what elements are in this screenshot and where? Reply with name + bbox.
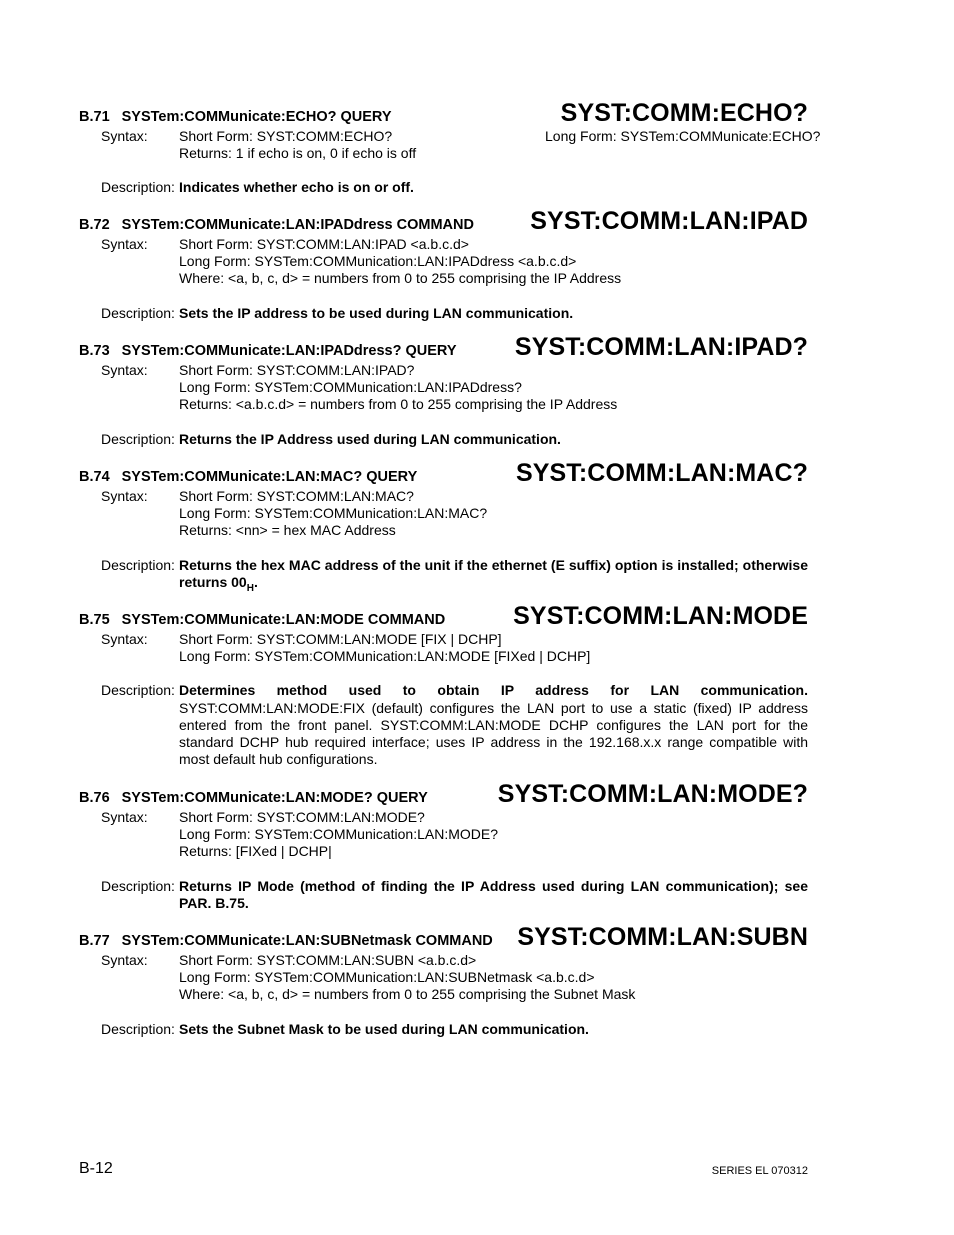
returns-line: Returns: [FIXed | DCHP| <box>179 843 332 860</box>
section-b71 <box>79 98 821 197</box>
syntax-label: Syntax: <box>101 488 148 504</box>
syntax-label: Syntax: <box>101 128 148 144</box>
section-heading <box>79 779 808 809</box>
syntax-block <box>79 362 808 414</box>
where-line: Where: <a, b, c, d> = numbers from 0 to 255 comprising the Subnet Mask <box>179 986 636 1003</box>
long-form: Long Form: SYSTem:COMMunication:LAN:IPADdress? <box>179 379 522 396</box>
section-title: SYSTem:COMMunicate:LAN:MAC? QUERY <box>121 469 418 485</box>
short-form: Short Form: SYST:COMM:LAN:MODE [FIX | DCHP] <box>179 631 502 647</box>
description-label: Description: <box>101 304 175 321</box>
description-text: Returns IP Mode (method of finding the IP Address used during LAN communication); see PAR. B.75. <box>179 877 808 911</box>
command-mnemonic: SYST:COMM:ECHO? <box>560 99 808 127</box>
description-text: Indicates whether echo is on or off. <box>179 179 414 196</box>
section-number: B.72 <box>79 217 110 233</box>
where-line: Where: <a, b, c, d> = numbers from 0 to 255 comprising the IP Address <box>179 270 622 287</box>
series-footer: SERIES EL 070312 <box>711 1165 808 1177</box>
syntax-label: Syntax: <box>101 809 148 825</box>
short-form: Short Form: SYST:COMM:LAN:IPAD <a.b.c.d> <box>179 236 469 252</box>
section-b75 <box>79 601 808 768</box>
description-text: Determines method used to obtain IP address for LAN communication. <box>179 682 808 699</box>
short-form: Short Form: SYST:COMM:LAN:IPAD? <box>179 362 415 378</box>
command-mnemonic: SYST:COMM:LAN:MODE <box>513 602 808 630</box>
description-text: Sets the Subnet Mask to be used during LAN communication. <box>179 1020 589 1037</box>
section-b74 <box>79 458 808 594</box>
section-b72 <box>79 206 808 322</box>
command-mnemonic: SYST:COMM:LAN:SUBN <box>517 923 808 951</box>
section-heading <box>79 458 808 488</box>
short-form: Short Form: SYST:COMM:ECHO? <box>179 128 393 144</box>
description-label: Description: <box>101 1020 175 1037</box>
section-number: B.73 <box>79 343 110 359</box>
short-form: Short Form: SYST:COMM:LAN:MODE? <box>179 809 425 825</box>
description-label: Description: <box>101 682 175 699</box>
description-label: Description: <box>101 179 175 196</box>
long-form: Long Form: SYSTem:COMMunication:LAN:SUBNetmask <a.b.c.d> <box>179 969 595 986</box>
long-form: Long Form: SYSTem:COMMunication:LAN:IPADdress <a.b.c.d> <box>179 253 577 270</box>
section-title: SYSTem:COMMunicate:LAN:IPADdress? QUERY <box>121 343 457 359</box>
section-title: SYSTem:COMMunicate:LAN:SUBNetmask COMMAND <box>121 933 493 949</box>
section-heading <box>79 332 808 362</box>
syntax-label: Syntax: <box>101 236 148 252</box>
description-block <box>79 431 808 448</box>
returns-line: Returns: 1 if echo is on, 0 if echo is off <box>179 145 417 162</box>
description-label: Description: <box>101 430 175 447</box>
section-title: SYSTem:COMMunicate:LAN:MODE COMMAND <box>121 612 446 628</box>
returns-line: Returns: <a.b.c.d> = numbers from 0 to 255 comprising the IP Address <box>179 396 618 413</box>
description-text: Returns the hex MAC address of the unit if the ethernet (E suffix) option is installed; otherwise returns 00 <box>179 556 808 590</box>
description-block <box>79 1021 808 1038</box>
long-form: Long Form: SYSTem:COMMunicate:ECHO? <box>545 128 821 144</box>
section-b77 <box>79 922 808 1038</box>
section-title: SYSTem:COMMunicate:ECHO? QUERY <box>121 109 392 125</box>
command-mnemonic: SYST:COMM:LAN:IPAD <box>530 207 808 235</box>
section-number: B.75 <box>79 612 110 628</box>
description-block <box>79 682 808 768</box>
section-number: B.74 <box>79 469 110 485</box>
description-label: Description: <box>101 556 175 573</box>
section-number: B.71 <box>79 109 110 125</box>
description-label: Description: <box>101 877 175 894</box>
syntax-block <box>79 236 808 288</box>
description-text: Returns the IP Address used during LAN communication. <box>179 430 561 447</box>
syntax-label: Syntax: <box>101 631 148 647</box>
long-form: Long Form: SYSTem:COMMunication:LAN:MODE? <box>179 826 498 843</box>
section-title: SYSTem:COMMunicate:LAN:MODE? QUERY <box>121 790 428 806</box>
section-title: SYSTem:COMMunicate:LAN:IPADdress COMMAND <box>121 217 474 233</box>
section-number: B.76 <box>79 790 110 806</box>
description-block: Description: Returns the hex MAC address of the unit if the ethernet (E suffix) option is installed; otherwise returns $00_H$. <box>101 556 808 594</box>
section-b76 <box>79 779 808 912</box>
command-mnemonic: SYST:COMM:LAN:IPAD? <box>514 333 808 361</box>
section-heading <box>79 206 808 236</box>
syntax-block <box>79 631 808 665</box>
syntax-block <box>79 488 808 540</box>
command-mnemonic: SYST:COMM:LAN:MAC? <box>515 459 808 487</box>
description-block <box>79 305 808 322</box>
section-number: B.77 <box>79 933 110 949</box>
description-block <box>79 179 808 196</box>
description-block <box>79 878 808 912</box>
long-form: Long Form: SYSTem:COMMunication:LAN:MODE [FIXed | DCHP] <box>179 648 591 665</box>
short-form: Short Form: SYST:COMM:LAN:MAC? <box>179 488 414 504</box>
hex-subscript: H <box>246 582 254 594</box>
syntax-block <box>79 128 821 162</box>
section-b73 <box>79 332 808 448</box>
syntax-label: Syntax: <box>101 362 148 378</box>
short-form: Short Form: SYST:COMM:LAN:SUBN <a.b.c.d> <box>179 952 477 968</box>
syntax-block <box>79 809 808 861</box>
section-heading <box>79 922 808 952</box>
section-heading <box>79 601 808 631</box>
syntax-label: Syntax: <box>101 952 148 968</box>
section-heading <box>79 98 808 128</box>
syntax-block <box>79 952 808 1004</box>
description-detail: SYST:COMM:LAN:MODE:FIX (default) configures the LAN port to use a static (fixed) IP address entered from the front panel. SYST:COMM:LAN:MODE DCHP configures the LAN port for the standard DCHP hub required interface; uses IP address in the 192.168.x.x range compatible with most default hub configurations. <box>179 699 808 768</box>
returns-line: Returns: <nn> = hex MAC Address <box>179 522 396 539</box>
command-mnemonic: SYST:COMM:LAN:MODE? <box>497 780 808 808</box>
page-number: B-12 <box>79 1160 113 1177</box>
description-text: Sets the IP address to be used during LAN communication. <box>179 304 574 321</box>
long-form: Long Form: SYSTem:COMMunication:LAN:MAC? <box>179 505 488 522</box>
